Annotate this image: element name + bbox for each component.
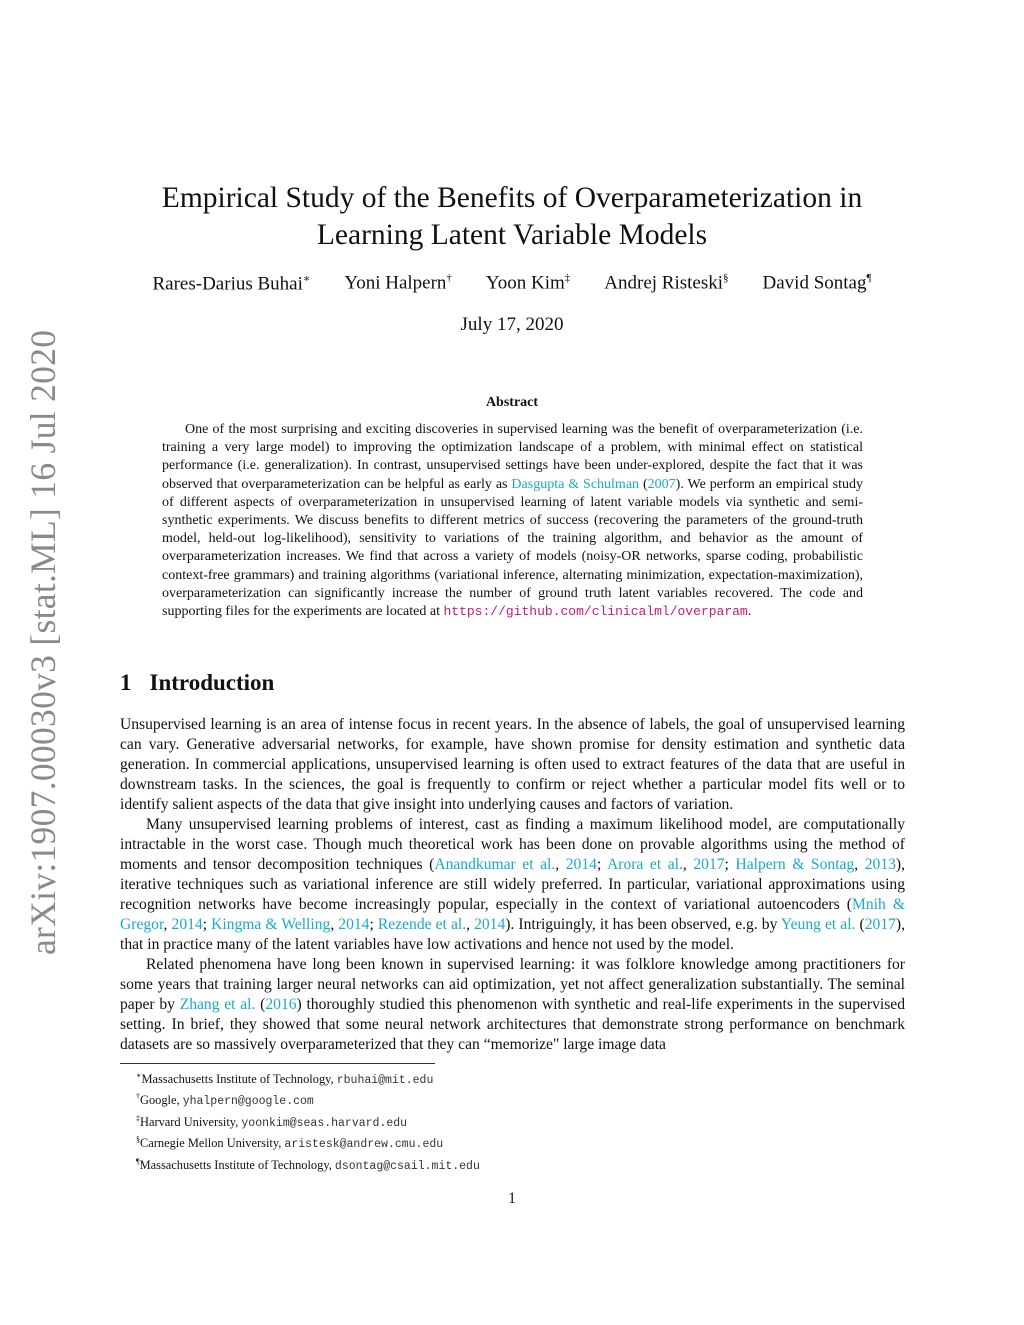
email: rbuhai@mit.edu — [336, 1074, 434, 1088]
footnote-divider — [120, 1063, 435, 1064]
title-line-1: Empirical Study of the Benefits of Overparameterization in — [161, 182, 863, 214]
author: David Sontag¶ — [762, 272, 872, 294]
author: Rares-Darius Buhai∗ — [152, 273, 311, 295]
citation-year-link[interactable]: 2007 — [647, 476, 676, 492]
footnote: §Carnegie Mellon University, aristesk@andrew.cmu.edu — [136, 1135, 444, 1152]
body-text — [120, 715, 905, 1055]
citation-year-link[interactable]: 2017 — [693, 856, 725, 873]
footnote: ¶Massachusetts Institute of Technology, dsontag@csail.mit.edu — [136, 1156, 480, 1173]
citation-year-link[interactable]: 2014 — [338, 916, 370, 933]
citation-link[interactable]: Mnih & Gregor — [120, 896, 905, 933]
email: yoonkim@seas.harvard.edu — [241, 1116, 408, 1130]
arxiv-stamp: arXiv:1907.00030v3 [stat.ML] 16 Jul 2020 — [23, 329, 63, 955]
section-heading — [120, 670, 274, 696]
paragraph: Many unsupervised learning problems of interest, cast as finding a maximum likelihood model, are computationally intractable in the worst case. Though much theoretical work has been done on provable algorithms using the method of moments and tensor decomposition techniques (Anandkumar et al., 2014; Arora et al., 2017; Halpern & Sontag, 2013), iterative techniques such as variational inference are still widely preferred. In particular, variational approximations using recognition networks have become increasingly popular, especially in the context of variational autoencoders (Mnih & Gregor, 2014; Kingma & Welling, 2014; Rezende et al., 2014). Intriguingly, it has been observed, e.g. by Yeung et al. (2017), that in practice many of the latent variables have low activations and hence not used by the model. — [120, 816, 906, 953]
citation-link[interactable]: Dasgupta & Schulman — [511, 476, 640, 492]
page-number: 1 — [508, 1190, 516, 1207]
footnote: ∗Massachusetts Institute of Technology, rbuhai@mit.edu — [136, 1071, 434, 1088]
footnote: ‡Harvard University, yoonkim@seas.harvard.edu — [136, 1113, 408, 1130]
footnote: †Google, yhalpern@google.com — [136, 1092, 314, 1109]
citation-link[interactable]: Rezende et al. — [377, 916, 467, 933]
citation-link[interactable]: Zhang et al. — [179, 996, 256, 1013]
email: aristesk@andrew.cmu.edu — [284, 1138, 444, 1152]
citation-year-link[interactable]: 2014 — [171, 916, 203, 933]
paragraph: Related phenomena have long been known in supervised learning: it was folklore knowledge among practitioners for some years that training larger neural networks can aid optimization, yet not affect generalization substantially. The seminal paper by Zhang et al. (2016) thoroughly studied this phenomenon with synthetic and real-life experiments in the supervised setting. In brief, they showed that some neural network architectures that demonstrate strong performance on benchmark datasets are so massively overparameterized that they can “memorize" large image data — [120, 956, 906, 1053]
citation-link[interactable]: Arora et al. — [606, 856, 683, 873]
title-line-2: Learning Latent Variable Models — [316, 219, 708, 251]
author: Yoni Halpern† — [344, 272, 452, 294]
author: Yoon Kim‡ — [485, 272, 571, 294]
citation-year-link[interactable]: 2013 — [864, 856, 896, 873]
citation-link[interactable]: Anandkumar et al. — [434, 856, 556, 873]
citation-year-link[interactable]: 2014 — [565, 856, 597, 873]
citation-link[interactable]: Yeung et al. — [780, 916, 856, 933]
author: Andrej Risteski§ — [604, 272, 729, 294]
abstract-text: One of the most surprising and exciting discoveries in supervised learning was the benefit of overparameterization (i.e. training a very large model) to improving the optimization landscape of a problem, with minimal effect on statistical performance (i.e. generalization). In contrast, unsupervised settings have been under-explored, despite the fact that it was observed that overparameterization can be helpful as early as Dasgupta & Schulman (2007). We perform an empirical study of different aspects of overparameterization in unsupervised learning of latent variable models via synthetic and semi-synthetic experiments. We discuss benefits to different metrics of success (recovering the parameters of the ground-truth model, held-out log-likelihood), sensitivity to variations of the training algorithm, and behavior as the amount of overparameterization increases. We find that across a variety of models (noisy-OR networks, sparse coding, probabilistic context-free grammars) and training algorithms (variational inference, alternating minimization, expectation-maximization), overparameterization can significantly increase the number of ground truth latent variables recovered. The code and supporting files for the experiments are located at https://github.com/clinicalml/overparam. — [162, 422, 864, 620]
paragraph: Unsupervised learning is an area of intense focus in recent years. In the absence of labels, the goal of unsupervised learning can vary. Generative adversarial networks, for example, have shown promise for density estimation and synthetic data generation. In commercial applications, unsupervised learning is often used to extract features of the data that are useful in downstream tasks. In the sciences, the goal is frequently to confirm or reject whether a particular model fits well or to identify salient aspects of the data that give insight into underlying causes and factors of variation. — [120, 716, 905, 813]
abstract-heading: Abstract — [485, 395, 539, 410]
section-title: Introduction — [149, 670, 275, 695]
citation-link[interactable]: Halpern & Sontag — [735, 856, 855, 873]
footnotes — [136, 1068, 480, 1175]
email: yhalpern@google.com — [182, 1095, 314, 1109]
citation-year-link[interactable]: 2016 — [265, 996, 297, 1013]
paper-title — [120, 180, 904, 254]
citation-link[interactable]: Kingma & Welling — [211, 916, 331, 933]
author-list — [120, 272, 904, 295]
citation-year-link[interactable]: 2014 — [474, 916, 506, 933]
section-number: 1 — [120, 670, 132, 695]
email: dsontag@csail.mit.edu — [334, 1159, 480, 1173]
publication-date: July 17, 2020 — [460, 314, 564, 335]
citation-year-link[interactable]: 2017 — [864, 916, 896, 933]
code-url-link[interactable]: https://github.com/clinicalml/overparam — [443, 604, 748, 620]
